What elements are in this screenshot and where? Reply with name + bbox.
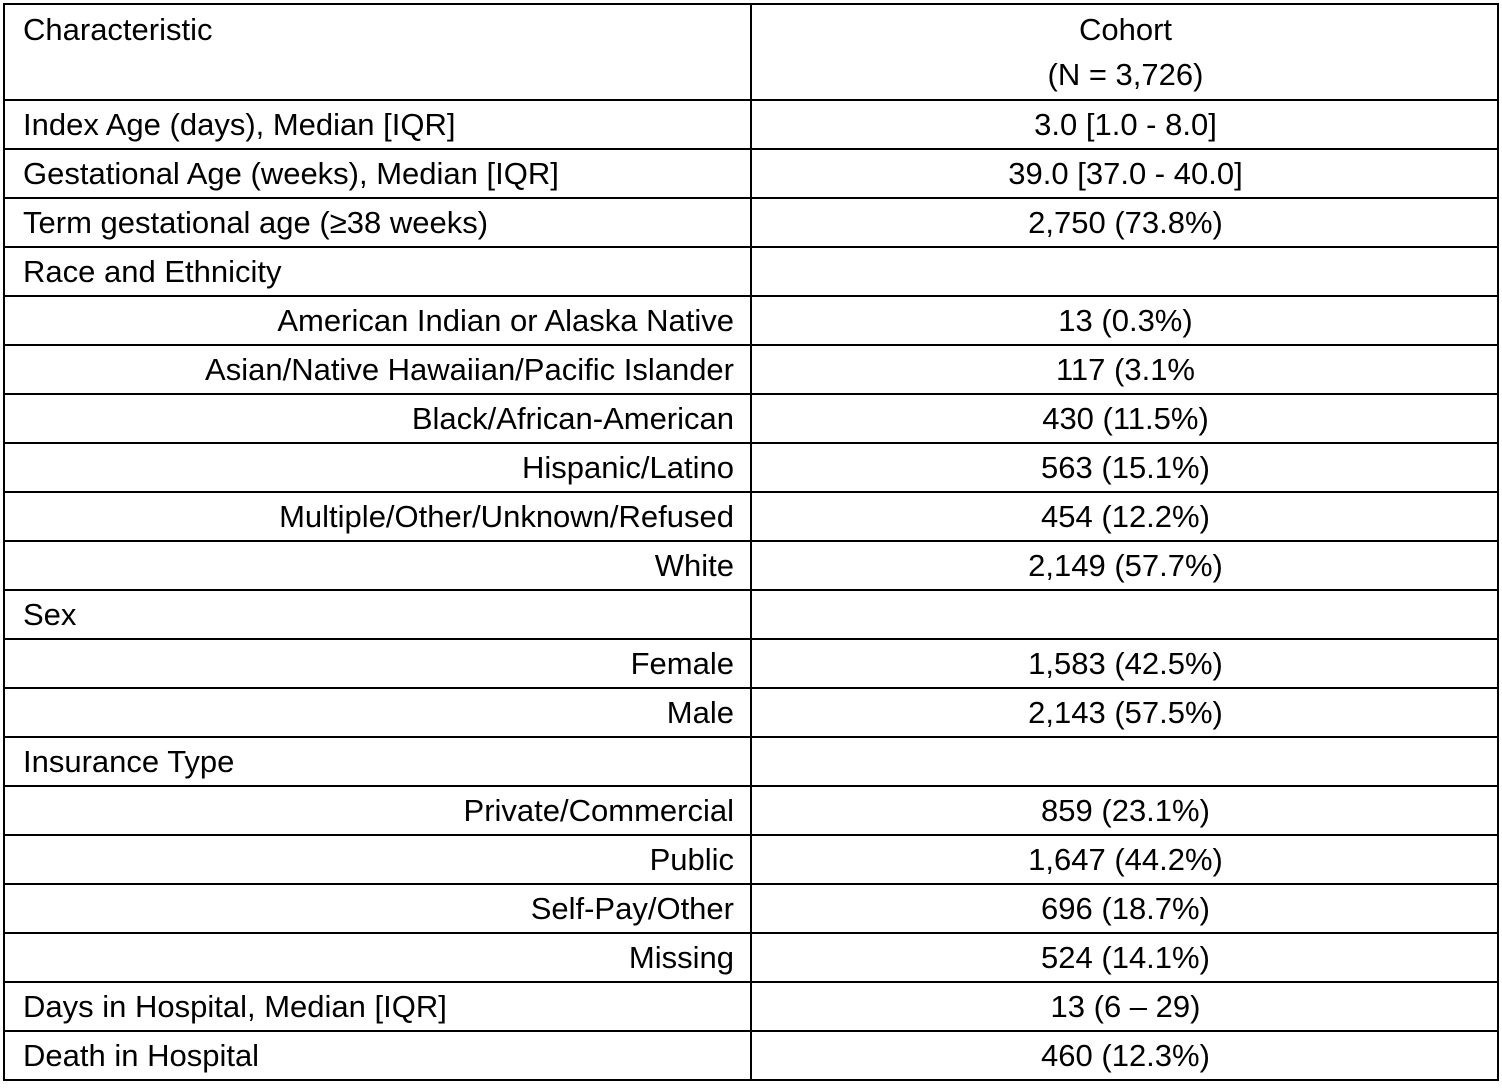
characteristic-label-cell: Term gestational age (≥38 weeks) — [4, 198, 751, 247]
table-row — [4, 394, 1498, 443]
characteristic-header-text: Characteristic — [23, 12, 213, 47]
characteristic-header — [4, 4, 751, 100]
characteristic-label-cell: Days in Hospital, Median [IQR] — [4, 982, 751, 1031]
cohort-value-cell: 1,647 (44.2%) — [751, 835, 1498, 884]
table-row — [4, 492, 1498, 541]
cohort-characteristics-table — [3, 3, 1499, 1081]
subcategory-label-cell: Black/African-American — [4, 394, 751, 443]
cohort-value-cell: 460 (12.3%) — [751, 1031, 1498, 1080]
cohort-value-cell: 2,750 (73.8%) — [751, 198, 1498, 247]
cohort-value-cell: 2,143 (57.5%) — [751, 688, 1498, 737]
table-row — [4, 149, 1498, 198]
table-row — [4, 100, 1498, 149]
characteristic-label-cell: Sex — [4, 590, 751, 639]
subcategory-label-cell: White — [4, 541, 751, 590]
table-row — [4, 198, 1498, 247]
table-row — [4, 345, 1498, 394]
cohort-value-cell: 117 (3.1% — [751, 345, 1498, 394]
cohort-value-cell: 430 (11.5%) — [751, 394, 1498, 443]
subcategory-label-cell: American Indian or Alaska Native — [4, 296, 751, 345]
table-row — [4, 737, 1498, 786]
cohort-value-cell: 454 (12.2%) — [751, 492, 1498, 541]
subcategory-label-cell: Private/Commercial — [4, 786, 751, 835]
characteristic-label-cell: Death in Hospital — [4, 1031, 751, 1080]
table-row — [4, 1031, 1498, 1080]
characteristic-label-cell: Gestational Age (weeks), Median [IQR] — [4, 149, 751, 198]
subcategory-label-cell: Female — [4, 639, 751, 688]
table-row — [4, 443, 1498, 492]
cohort-value-cell: 563 (15.1%) — [751, 443, 1498, 492]
cohort-value-cell — [751, 247, 1498, 296]
characteristic-label-cell: Race and Ethnicity — [4, 247, 751, 296]
characteristic-label-cell: Index Age (days), Median [IQR] — [4, 100, 751, 149]
table-row — [4, 639, 1498, 688]
subcategory-label-cell: Hispanic/Latino — [4, 443, 751, 492]
table-row — [4, 688, 1498, 737]
cohort-header-label: Cohort — [1078, 12, 1173, 47]
subcategory-label-cell: Male — [4, 688, 751, 737]
table-row — [4, 786, 1498, 835]
table-row — [4, 884, 1498, 933]
cohort-value-cell: 13 (6 – 29) — [751, 982, 1498, 1031]
subcategory-label-cell: Self-Pay/Other — [4, 884, 751, 933]
subcategory-label-cell: Public — [4, 835, 751, 884]
table-row — [4, 982, 1498, 1031]
cohort-value-cell: 3.0 [1.0 - 8.0] — [751, 100, 1498, 149]
table-header-row — [4, 4, 1498, 100]
cohort-value-cell: 39.0 [37.0 - 40.0] — [751, 149, 1498, 198]
cohort-value-cell — [751, 737, 1498, 786]
table-row — [4, 296, 1498, 345]
cohort-value-cell: 1,583 (42.5%) — [751, 639, 1498, 688]
table-row — [4, 590, 1498, 639]
characteristic-label-cell: Insurance Type — [4, 737, 751, 786]
cohort-value-cell — [751, 590, 1498, 639]
table-row — [4, 247, 1498, 296]
subcategory-label-cell: Asian/Native Hawaiian/Pacific Islander — [4, 345, 751, 394]
table-row — [4, 835, 1498, 884]
cohort-header-n: (N = 3,726) — [1047, 57, 1204, 92]
subcategory-label-cell: Multiple/Other/Unknown/Refused — [4, 492, 751, 541]
table-row — [4, 933, 1498, 982]
subcategory-label-cell: Missing — [4, 933, 751, 982]
cohort-value-cell: 696 (18.7%) — [751, 884, 1498, 933]
cohort-value-cell: 13 (0.3%) — [751, 296, 1498, 345]
cohort-value-cell: 2,149 (57.7%) — [751, 541, 1498, 590]
table-row — [4, 541, 1498, 590]
cohort-header — [751, 4, 1498, 100]
cohort-value-cell: 524 (14.1%) — [751, 933, 1498, 982]
cohort-value-cell: 859 (23.1%) — [751, 786, 1498, 835]
